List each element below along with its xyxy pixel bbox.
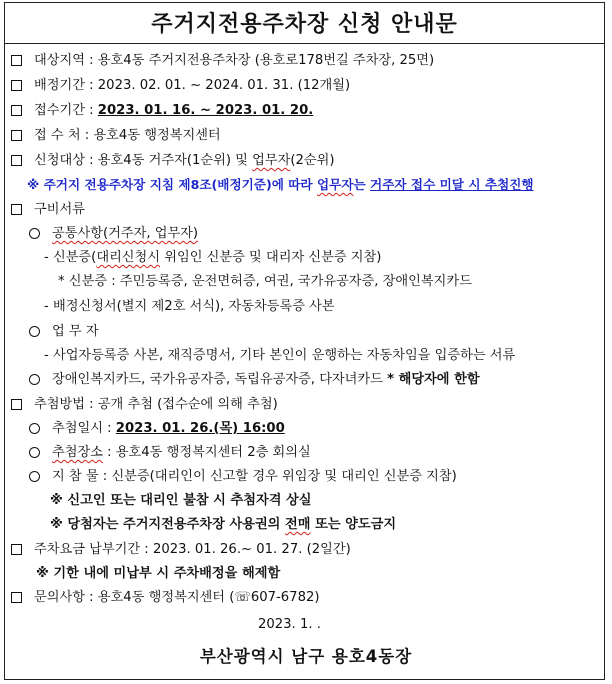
inquiry-value: 용호4동 행정복지센터 (☏607-6782)	[97, 590, 320, 605]
receipt-period-value: 2023. 01. 16. ~ 2023. 01. 20.	[97, 103, 314, 118]
inquiry-label: 문의사항	[34, 590, 85, 605]
common-docs-label: 공통사항(거주자, 업무자)	[52, 226, 199, 241]
target-area-value: 용호4동 주거지전용주차장 (용호로178번길 주차장, 25면)	[97, 53, 435, 68]
period-row: 배정기간 : 2023. 02. 01. ~ 2024. 01. 31. (12개월)	[0, 74, 612, 98]
form-docs: - 배정신청서(별지 제2호 서식), 자동차등록증 사본	[44, 299, 335, 314]
receipt-period-row: 접수기간 : 2023. 01. 16. ~ 2023. 01. 20.	[0, 99, 612, 123]
checkbox[interactable]	[11, 544, 22, 555]
disability-note: * 해당자에 한함	[387, 372, 480, 387]
applicant-label: 신청대상	[34, 153, 85, 168]
checkbox[interactable]	[11, 204, 22, 215]
documents-row	[0, 198, 612, 222]
receipt-place-label: 접 수 처	[34, 128, 81, 143]
business-row	[0, 320, 612, 344]
business-docs-row	[0, 344, 612, 368]
period-label: 배정기간	[34, 78, 85, 93]
draw-place-value: 용호4동 행정복지센터 2층 회의실	[115, 445, 311, 460]
fee-warning: ※ 기한 내에 미납부 시 주차배정을 해제함	[36, 566, 281, 581]
draw-date-row: 추첨일시 : 2023. 01. 26.(목) 16:00	[0, 417, 612, 441]
target-area-row: 대상지역 : 용호4동 주거지전용주차장 (용호로178번길 주차장, 25면)	[0, 49, 612, 73]
id-docs-row: - 신분증(대리신청시 위임인 신분증 및 대리자 신분증 지참)	[44, 250, 382, 265]
receipt-place-value: 용호4동 행정복지센터	[93, 128, 221, 143]
checkbox[interactable]	[11, 592, 22, 603]
issuer-org: 부산광역시 남구 용호4동장	[199, 647, 413, 666]
draw-warning-1: ※ 신고인 또는 대리인 불참 시 추첨자격 상실	[50, 493, 312, 508]
checkbox[interactable]	[11, 399, 22, 410]
footer-date-row	[0, 613, 612, 637]
bullet-circle-icon	[29, 471, 40, 482]
draw-date-value: 2023. 01. 26.(목) 16:00	[115, 421, 285, 436]
id-types: * 신분증 : 주민등록증, 운전면허증, 여권, 국가유공자증, 장애인복지카드	[58, 274, 472, 289]
applicant-row: 신청대상 : 용호4동 거주자(1순위) 및 업무자(2순위)	[0, 149, 612, 173]
checkbox[interactable]	[11, 155, 22, 166]
fee-warning-row	[0, 562, 612, 586]
documents-label: 구비서류	[34, 202, 85, 217]
fee-label: 주차요금 납부기간	[34, 542, 141, 557]
draw-place-row: 추첨장소 : 용호4동 행정복지센터 2층 회의실	[0, 441, 612, 465]
checkbox[interactable]	[11, 130, 22, 141]
warn2-row: ※ 당첨자는 주거지전용주차장 사용권의 전매 또는 양도금지	[50, 517, 397, 532]
disability-row	[0, 368, 612, 392]
common-docs-row	[0, 222, 612, 246]
form-docs-row	[0, 295, 612, 319]
checkbox[interactable]	[11, 105, 22, 116]
bring-row: 지 참 물 : 신분증(대리인이 신고할 경우 위임장 및 대리인 신분증 지참)	[0, 465, 612, 489]
notice-row: ※ 주거지 전용주차장 지침 제8조(배정기준)에 따라 업무자는 거주자 접수 미달 시 추첨진행	[27, 177, 534, 192]
draw-value: 공개 추첨 (접수순에 의해 추첨)	[97, 397, 278, 412]
warn1-row	[0, 489, 612, 513]
bullet-circle-icon	[29, 326, 40, 337]
disability-docs: 장애인복지카드, 국가유공자증, 독립유공자증, 다자녀카드	[52, 372, 388, 387]
bullet-circle-icon	[29, 228, 40, 239]
draw-label: 추첨방법	[34, 397, 85, 412]
inquiry-row: 문의사항 : 용호4동 행정복지센터 (☏607-6782)	[0, 586, 612, 610]
business-label: 업 무 자	[52, 324, 99, 339]
receipt-period-label: 접수기간	[34, 103, 85, 118]
draw-row: 추첨방법 : 공개 추첨 (접수순에 의해 추첨)	[0, 393, 612, 417]
fee-value: 2023. 01. 26.~ 01. 27. (2일간)	[152, 542, 351, 557]
bring-value: 신분증(대리인이 신고할 경우 위임장 및 대리인 신분증 지참)	[111, 469, 457, 484]
page-title: 주거지전용주차장 신청 안내문	[151, 12, 458, 37]
receipt-place-row: 접 수 처 : 용호4동 행정복지센터	[0, 124, 612, 148]
period-value: 2023. 02. 01. ~ 2024. 01. 31. (12개월)	[97, 78, 351, 93]
target-area-label: 대상지역	[34, 53, 85, 68]
bullet-circle-icon	[29, 374, 40, 385]
id-types-row	[0, 270, 612, 294]
footer-date: 2023. 1. .	[258, 617, 321, 632]
business-docs: - 사업자등록증 사본, 재직증명서, 기타 본인이 운행하는 자동차임을 입증하는 서류	[44, 348, 516, 363]
bullet-circle-icon	[29, 447, 40, 458]
title-row	[4, 2, 605, 44]
checkbox[interactable]	[11, 80, 22, 91]
fee-row: 주차요금 납부기간 : 2023. 01. 26.~ 01. 27. (2일간)	[0, 538, 612, 562]
bullet-circle-icon	[29, 423, 40, 434]
checkbox[interactable]	[11, 55, 22, 66]
